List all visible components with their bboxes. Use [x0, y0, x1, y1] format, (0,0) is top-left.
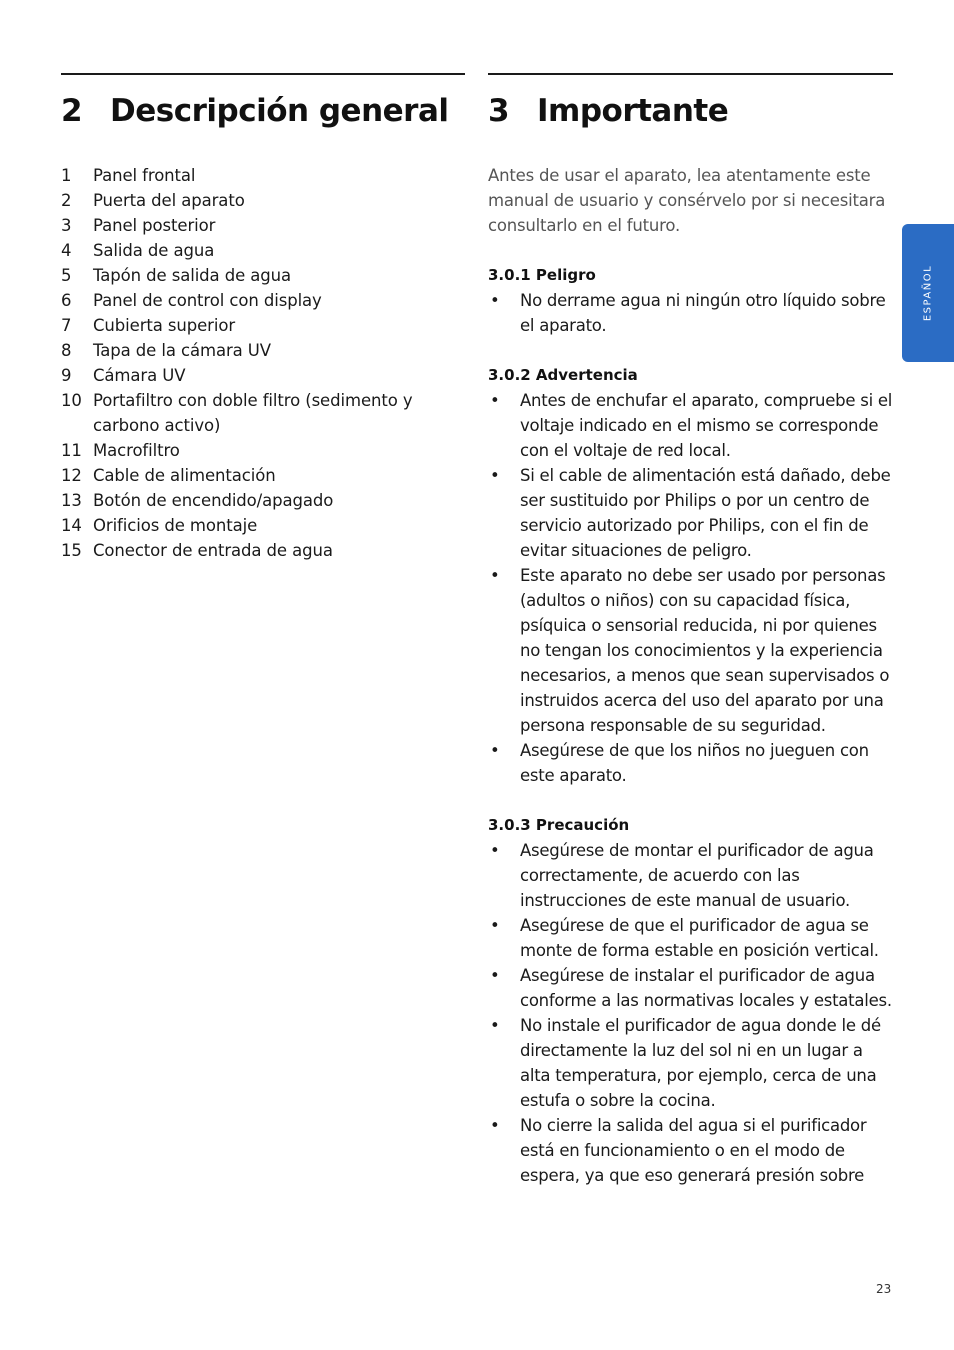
list-item-number: 6 — [61, 291, 72, 310]
list-item-number: 2 — [61, 191, 72, 210]
list-item-number: 7 — [61, 316, 72, 335]
list-item-number: 3 — [61, 216, 72, 235]
list-item-number: 10 — [61, 391, 82, 410]
list-item-text: Cubierta superior — [93, 316, 236, 335]
list-item — [61, 388, 465, 438]
list-item-text: Portafiltro con doble filtro (sedimento y carbono activo) — [93, 391, 413, 435]
subsection-heading: 3.0.3 Precaución — [488, 816, 630, 834]
parts-list — [61, 163, 465, 563]
section-heading — [61, 75, 465, 163]
list-item — [61, 338, 465, 363]
list-item-number: 15 — [61, 541, 82, 560]
bullet-marker: • — [490, 1116, 500, 1135]
bullet-text: Asegúrese de montar el purificador de agua correctamente, de acuerdo con las instrucciones de este manual de usuario. — [520, 841, 874, 910]
bullet-marker: • — [490, 291, 500, 310]
bullet-marker: • — [490, 966, 500, 985]
bullet-item — [488, 838, 893, 913]
section-title: Descripción general — [110, 93, 449, 129]
list-item — [61, 263, 465, 288]
bullet-marker: • — [490, 841, 500, 860]
section-heading — [488, 75, 893, 163]
section-number: 2 — [61, 93, 83, 129]
bullet-text: No derrame agua ni ningún otro líquido sobre el aparato. — [520, 291, 886, 335]
bullet-text: Si el cable de alimentación está dañado, debe ser sustituido por Philips o por un centro de servicio autorizado por Philips, con el fin de evitar situaciones de peligro. — [520, 466, 891, 560]
bullet-marker: • — [490, 916, 500, 935]
bullet-item — [488, 288, 893, 338]
list-item — [61, 438, 465, 463]
section-important — [488, 73, 893, 1188]
bullet-marker: • — [490, 1016, 500, 1035]
list-item — [61, 463, 465, 488]
list-item-number: 11 — [61, 441, 82, 460]
list-item — [61, 288, 465, 313]
list-item — [61, 513, 465, 538]
list-item-text: Tapa de la cámara UV — [93, 341, 271, 360]
list-item-text: Salida de agua — [93, 241, 215, 260]
bullet-text: No instale el purificador de agua donde le dé directamente la luz del sol ni en un lugar a alta temperatura, por ejemplo, cerca de una estufa o sobre la cocina. — [520, 1016, 881, 1110]
list-item-number: 12 — [61, 466, 82, 485]
list-item-text: Orificios de montaje — [93, 516, 258, 535]
list-item-number: 14 — [61, 516, 82, 535]
language-tab — [902, 224, 954, 362]
page-number: 23 — [876, 1282, 892, 1296]
list-item — [61, 163, 465, 188]
bullet-text: Asegúrese de instalar el purificador de agua conforme a las normativas locales y estatales. — [520, 966, 892, 1010]
list-item-text: Panel frontal — [93, 166, 196, 185]
list-item — [61, 538, 465, 563]
bullet-marker: • — [490, 741, 500, 760]
bullet-item — [488, 963, 893, 1013]
intro-paragraph: Antes de usar el aparato, lea atentamente este manual de usuario y consérvelo por si necesitara consultarlo en el futuro. — [488, 166, 886, 235]
bullet-item — [488, 1013, 893, 1113]
bullet-marker: • — [490, 566, 500, 585]
bullet-item — [488, 738, 893, 788]
list-item-number: 13 — [61, 491, 82, 510]
subsection — [488, 263, 893, 338]
section-title: Importante — [537, 93, 729, 129]
list-item — [61, 488, 465, 513]
bullet-marker: • — [490, 466, 500, 485]
list-item — [61, 363, 465, 388]
subsection — [488, 813, 893, 1188]
list-item-text: Puerta del aparato — [93, 191, 245, 210]
bullet-list — [488, 838, 893, 1188]
list-item-number: 8 — [61, 341, 72, 360]
list-item-text: Panel de control con display — [93, 291, 322, 310]
list-item-text: Botón de encendido/apagado — [93, 491, 334, 510]
list-item-text: Tapón de salida de agua — [93, 266, 292, 285]
bullet-item — [488, 563, 893, 738]
list-item — [61, 213, 465, 238]
list-item-number: 1 — [61, 166, 72, 185]
list-item-text: Panel posterior — [93, 216, 216, 235]
list-item-text: Conector de entrada de agua — [93, 541, 333, 560]
bullet-list — [488, 388, 893, 788]
list-item-number: 5 — [61, 266, 72, 285]
subsection — [488, 363, 893, 788]
list-item — [61, 238, 465, 263]
bullet-text: Asegúrese de que el purificador de agua se monte de forma estable en posición vertical. — [520, 916, 879, 960]
bullet-text: No cierre la salida del agua si el purificador está en funcionamiento o en el modo de espera, ya que eso generará presión sobre — [520, 1116, 867, 1185]
list-item — [61, 188, 465, 213]
bullet-item — [488, 913, 893, 963]
list-item-number: 4 — [61, 241, 72, 260]
list-item-text: Cable de alimentación — [93, 466, 276, 485]
bullet-text: Antes de enchufar el aparato, compruebe si el voltaje indicado en el mismo se corresponde con el voltaje de red local. — [520, 391, 893, 460]
bullet-text: Este aparato no debe ser usado por personas (adultos o niños) con su capacidad física, psíquica o sensorial reducida, ni por quienes no tengan los conocimientos y la experiencia necesarios, a menos que sean supervisados o instruidos acerca del uso del aparato por una persona responsable de su seguridad. — [520, 566, 890, 735]
bullet-list — [488, 288, 893, 338]
subsection-heading: 3.0.2 Advertencia — [488, 366, 638, 384]
list-item — [61, 313, 465, 338]
list-item-text: Cámara UV — [93, 366, 186, 385]
subsections — [488, 263, 893, 1188]
language-tab-label: ESPAÑOL — [922, 264, 934, 322]
section-number: 3 — [488, 93, 510, 129]
list-item-text: Macrofiltro — [93, 441, 180, 460]
list-item-number: 9 — [61, 366, 72, 385]
subsection-heading: 3.0.1 Peligro — [488, 266, 596, 284]
bullet-marker: • — [490, 391, 500, 410]
bullet-item — [488, 1113, 893, 1188]
bullet-text: Asegúrese de que los niños no jueguen con este aparato. — [520, 741, 869, 785]
bullet-item — [488, 388, 893, 463]
bullet-item — [488, 463, 893, 563]
section-overview — [61, 73, 465, 563]
